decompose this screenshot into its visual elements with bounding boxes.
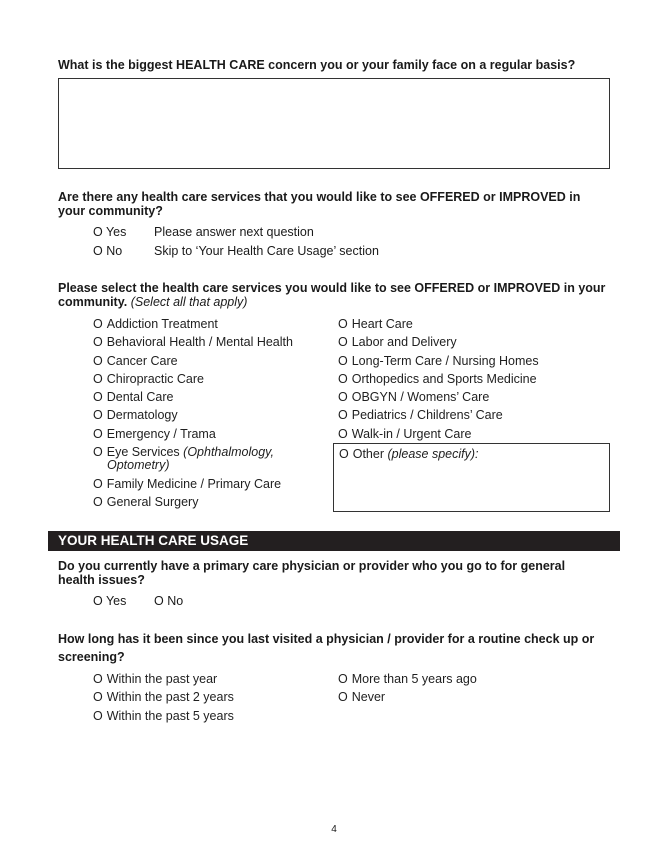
last-visit-col2 xyxy=(338,670,477,707)
service-label: Other xyxy=(352,447,384,461)
service-option[interactable] xyxy=(93,352,293,370)
page-number: 4 xyxy=(331,824,337,835)
visit-label: Within the past 2 years xyxy=(106,690,234,705)
visit-label: Within the past year xyxy=(106,672,218,686)
option-no[interactable] xyxy=(93,242,379,261)
question-text-line2: your community? xyxy=(58,204,163,218)
section-title: YOUR HEALTH CARE USAGE xyxy=(58,533,249,548)
primary-care-options xyxy=(93,592,183,611)
visit-option[interactable] xyxy=(93,707,234,725)
services-list-col1 xyxy=(93,315,293,512)
service-label: Emergency / Trama xyxy=(106,426,216,441)
checkbox-circle-icon[interactable]: O xyxy=(93,371,103,386)
service-option[interactable] xyxy=(93,425,293,443)
service-label: Chiropractic Care xyxy=(106,371,204,386)
other-specify-box[interactable] xyxy=(333,443,610,512)
last-visit-col1 xyxy=(93,670,234,725)
service-option-other[interactable] xyxy=(339,445,479,463)
services-yes-no-options xyxy=(93,223,379,261)
visit-label: Never xyxy=(351,690,386,705)
checkbox-circle-icon[interactable]: O xyxy=(338,408,348,423)
checkbox-circle-icon[interactable]: O xyxy=(93,408,103,423)
checkbox-circle-icon[interactable]: O xyxy=(338,390,348,405)
service-option[interactable] xyxy=(338,315,539,333)
service-label: Cancer Care xyxy=(106,353,178,368)
question-health-concern xyxy=(58,58,618,72)
service-label: Orthopedics and Sports Medicine xyxy=(351,371,537,386)
service-label: Dental Care xyxy=(106,390,174,405)
checkbox-circle-icon[interactable]: O xyxy=(338,353,348,368)
service-label: Family Medicine / Primary Care xyxy=(106,477,282,492)
question-services-offered xyxy=(58,190,628,218)
checkbox-circle-icon[interactable]: O xyxy=(93,495,103,510)
checkbox-circle-icon[interactable]: O xyxy=(338,335,348,350)
checkbox-circle-icon[interactable]: O xyxy=(93,335,103,350)
checkbox-circle-icon[interactable]: O xyxy=(338,426,348,441)
radio-circle-icon[interactable]: O xyxy=(93,708,103,723)
service-label: Addiction Treatment xyxy=(106,317,218,331)
question-primary-care xyxy=(58,559,628,587)
service-option[interactable] xyxy=(338,370,539,388)
visit-option[interactable] xyxy=(93,670,234,688)
option-yes-note: Please answer next question xyxy=(154,225,314,239)
question-text: What is the biggest HEALTH CARE concern you or your family face on a regular basis? xyxy=(58,58,576,72)
service-option[interactable] xyxy=(338,333,539,351)
checkbox-circle-icon[interactable]: O xyxy=(339,447,349,461)
checkbox-circle-icon[interactable]: O xyxy=(93,353,103,368)
visit-option[interactable] xyxy=(93,688,234,706)
option-yes[interactable] xyxy=(93,223,379,242)
service-label: General Surgery xyxy=(106,495,199,510)
checkbox-circle-icon[interactable]: O xyxy=(93,317,103,331)
checkbox-circle-icon[interactable]: O xyxy=(338,371,348,386)
question-text-line1: How long has it been since you last visited a physician / provider for a routine check up or xyxy=(58,632,595,646)
radio-circle-icon[interactable]: O xyxy=(338,690,348,705)
service-label: Labor and Delivery xyxy=(351,335,457,350)
service-label: Eye Services xyxy=(106,445,180,460)
service-note: (please specify): xyxy=(387,447,479,461)
checkbox-circle-icon[interactable]: O xyxy=(93,477,103,492)
service-label: Dermatology xyxy=(106,408,178,423)
question-text-line1: Please select the health care services you would like to see OFFERED or IMPROVED in your xyxy=(58,281,606,295)
service-option[interactable] xyxy=(93,333,293,351)
service-option[interactable] xyxy=(338,425,539,443)
checkbox-circle-icon[interactable]: O xyxy=(338,317,348,331)
question-select-services xyxy=(58,281,638,309)
service-label: Behavioral Health / Mental Health xyxy=(106,335,293,350)
service-option[interactable] xyxy=(93,370,293,388)
question-text-line2: community. xyxy=(58,295,128,309)
radio-circle-icon[interactable]: O xyxy=(338,672,348,686)
service-label: Heart Care xyxy=(351,317,413,331)
service-label: Pediatrics / Childrens’ Care xyxy=(351,408,503,423)
radio-circle-icon[interactable]: O xyxy=(93,672,103,686)
service-label: Walk-in / Urgent Care xyxy=(351,426,472,441)
radio-circle-icon[interactable]: O xyxy=(93,690,103,705)
question-text-line2: screening? xyxy=(58,650,125,664)
service-label: Long-Term Care / Nursing Homes xyxy=(351,353,539,368)
service-note: (Ophthalmology, xyxy=(183,445,274,460)
health-concern-answer-box[interactable] xyxy=(58,78,610,169)
visit-label: Within the past 5 years xyxy=(106,708,234,723)
question-text-line1: Are there any health care services that you would like to see OFFERED or IMPROVED in xyxy=(58,190,581,204)
option-no-note: Skip to ‘Your Health Care Usage’ section xyxy=(154,244,379,258)
service-label: OBGYN / Womens’ Care xyxy=(351,390,490,405)
service-option[interactable] xyxy=(338,388,539,406)
checkbox-circle-icon[interactable]: O xyxy=(93,445,103,460)
service-option[interactable] xyxy=(93,315,293,333)
option-no[interactable]: O No xyxy=(154,594,184,608)
visit-option[interactable] xyxy=(338,688,477,706)
question-last-visit xyxy=(58,630,638,666)
service-note-line2: Optometry) xyxy=(107,458,170,473)
visit-label: More than 5 years ago xyxy=(351,672,477,686)
option-no-label: O No xyxy=(93,244,123,258)
services-list-col2 xyxy=(338,315,539,443)
service-option[interactable] xyxy=(93,493,293,511)
section-header xyxy=(48,531,620,551)
visit-option[interactable] xyxy=(338,670,477,688)
service-option[interactable] xyxy=(93,388,293,406)
checkbox-circle-icon[interactable]: O xyxy=(93,426,103,441)
option-yes-label: O Yes xyxy=(93,225,127,239)
service-option[interactable] xyxy=(338,352,539,370)
option-yes[interactable]: O Yes xyxy=(93,594,127,608)
select-all-instruction: (Select all that apply) xyxy=(130,295,248,309)
service-option[interactable] xyxy=(338,406,539,424)
checkbox-circle-icon[interactable]: O xyxy=(93,390,103,405)
question-text-line2: health issues? xyxy=(58,573,145,587)
service-option[interactable] xyxy=(93,406,293,424)
service-option[interactable] xyxy=(93,475,293,493)
service-option-eye[interactable] xyxy=(93,443,293,475)
question-text-line1: Do you currently have a primary care physician or provider who you go to for general xyxy=(58,559,566,573)
